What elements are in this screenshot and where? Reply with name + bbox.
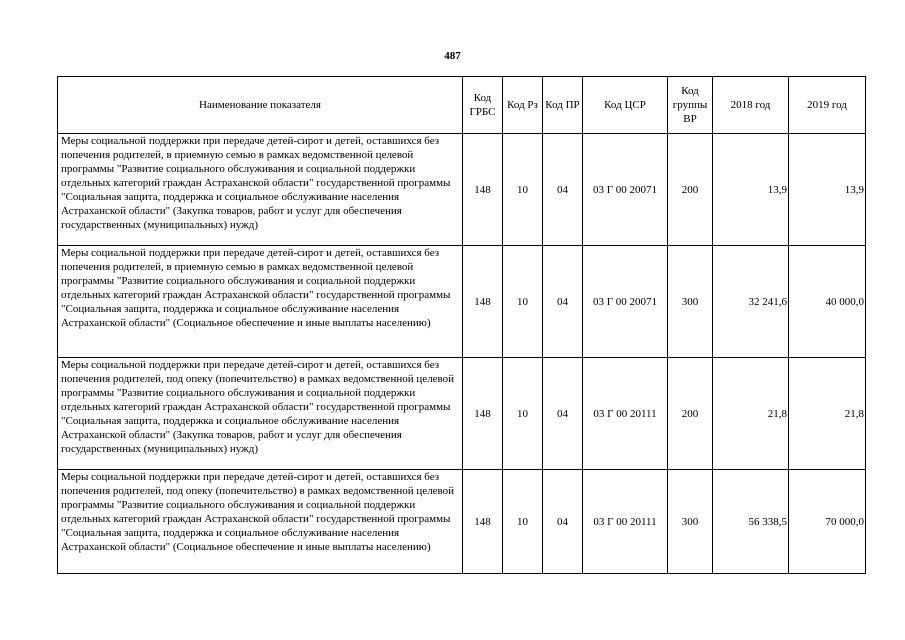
header-vr: Код группы ВР <box>668 77 713 134</box>
row-2018: 13,9 <box>713 134 789 246</box>
row-vr: 300 <box>668 470 713 574</box>
table-row <box>58 358 866 470</box>
row-2018: 21,8 <box>713 358 789 470</box>
row-2019: 40 000,0 <box>789 246 866 358</box>
row-2019: 21,8 <box>789 358 866 470</box>
row-name: Меры социальной поддержки при передаче детей-сирот и детей, оставшихся без попечения родителей, в приемную семью в рамках ведомственной целевой программы "Развитие социального обслуживания и социальной поддержки отдельных категорий граждан Астраханской области" государственной программы "Социальная защита, поддержка и социальное обслуживание населения Астраханской области" (Социальное обеспечение и иные выплаты населению) <box>58 246 463 358</box>
row-csr: 03 Г 00 20071 <box>583 134 668 246</box>
row-rz: 10 <box>503 358 543 470</box>
row-pr: 04 <box>543 470 583 574</box>
header-rz: Код Рз <box>503 77 543 134</box>
row-name: Меры социальной поддержки при передаче детей-сирот и детей, оставшихся без попечения родителей, под опеку (попечительство) в рамках ведомственной целевой программы "Развитие социального обслуживания и социальной поддержки отдельных категорий граждан Астраханской области" государственной программы "Социальная защита, поддержка и социальное обслуживание населения Астраханской области" (Социальное обеспечение и иные выплаты населению) <box>58 470 463 574</box>
row-csr: 03 Г 00 20111 <box>583 358 668 470</box>
row-csr: 03 Г 00 20071 <box>583 246 668 358</box>
row-vr: 200 <box>668 358 713 470</box>
row-grbs: 148 <box>463 470 503 574</box>
row-pr: 04 <box>543 246 583 358</box>
budget-table <box>57 76 866 574</box>
header-grbs: Код ГРБС <box>463 77 503 134</box>
row-2019: 70 000,0 <box>789 470 866 574</box>
row-rz: 10 <box>503 470 543 574</box>
header-2019: 2019 год <box>789 77 866 134</box>
page-number: 487 <box>444 50 461 62</box>
row-2018: 56 338,5 <box>713 470 789 574</box>
table-row <box>58 470 866 574</box>
header-2018: 2018 год <box>713 77 789 134</box>
row-grbs: 148 <box>463 134 503 246</box>
table-header-row <box>58 77 866 134</box>
row-rz: 10 <box>503 246 543 358</box>
row-grbs: 148 <box>463 358 503 470</box>
row-2018: 32 241,6 <box>713 246 789 358</box>
table-row <box>58 246 866 358</box>
row-vr: 300 <box>668 246 713 358</box>
header-name: Наименование показателя <box>58 77 463 134</box>
row-grbs: 148 <box>463 246 503 358</box>
row-name: Меры социальной поддержки при передаче детей-сирот и детей, оставшихся без попечения родителей, под опеку (попечительство) в рамках ведомственной целевой программы "Развитие социального обслуживания и социальной поддержки отдельных категорий граждан Астраханской области" государственной программы "Социальная защита, поддержка и социальное обслуживание населения Астраханской области" (Закупка товаров, работ и услуг для обеспечения государственных (муниципальных) нужд) <box>58 358 463 470</box>
row-2019: 13,9 <box>789 134 866 246</box>
row-pr: 04 <box>543 358 583 470</box>
row-pr: 04 <box>543 134 583 246</box>
header-pr: Код ПР <box>543 77 583 134</box>
header-csr: Код ЦСР <box>583 77 668 134</box>
table-row <box>58 134 866 246</box>
row-rz: 10 <box>503 134 543 246</box>
row-vr: 200 <box>668 134 713 246</box>
row-name: Меры социальной поддержки при передаче детей-сирот и детей, оставшихся без попечения родителей, в приемную семью в рамках ведомственной целевой программы "Развитие социального обслуживания и социальной поддержки отдельных категорий граждан Астраханской области" государственной программы "Социальная защита, поддержка и социальное обслуживание населения Астраханской области" (Закупка товаров, работ и услуг для обеспечения государственных (муниципальных) нужд) <box>58 134 463 246</box>
row-csr: 03 Г 00 20111 <box>583 470 668 574</box>
